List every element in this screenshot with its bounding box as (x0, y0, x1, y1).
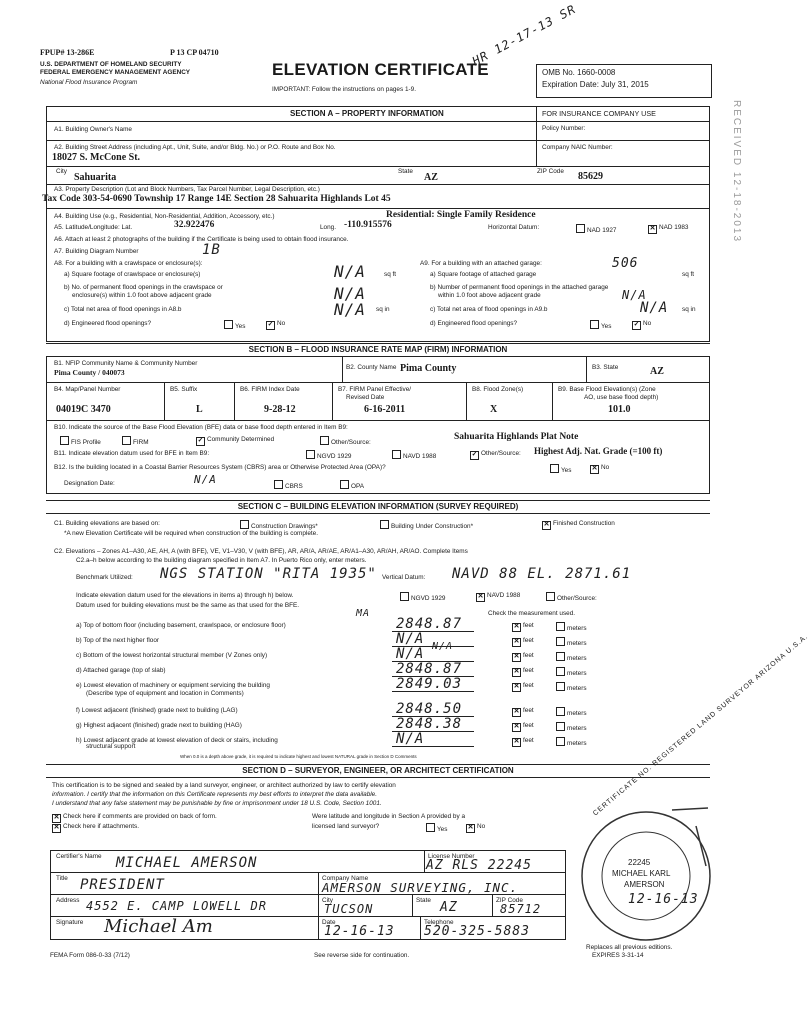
street-address: 18027 S. McCone St. (52, 152, 141, 163)
datum-note: Datum used for building elevations must be the same as that used for the BFE. (76, 602, 300, 609)
b12-label: B12. Is the building located in a Coastal Barrier Resources System (CBRS) area or Otherwise Protected Area (OPA)? (54, 464, 386, 471)
b12-no[interactable]: ✕ No (591, 464, 610, 472)
b9-label-2: AO, use base flood depth) (584, 394, 659, 401)
a9b-value: N/A (622, 288, 647, 302)
city-d-value: TUCSON (324, 902, 374, 916)
row-f-feet[interactable]: ✕ feet (513, 707, 534, 715)
state-value: AZ (424, 172, 438, 183)
row-h-desc: structural support (86, 743, 136, 750)
state-d-value: AZ (440, 900, 458, 915)
a8c-value: N/A (334, 300, 366, 319)
row-f-value: 2848.50 (396, 701, 463, 717)
b11-opt-other[interactable]: ✓ Other/Source: (471, 450, 521, 458)
row-h-value: N/A (396, 731, 425, 747)
checkbox-row-b-feet-checked[interactable]: ✕ (513, 638, 520, 645)
form-title: ELEVATION CERTIFICATE (272, 60, 489, 79)
checkbox-row-c-meters[interactable] (556, 652, 565, 661)
a9d-no[interactable]: ✓ No (633, 320, 652, 328)
building-use: Residential: Single Family Residence (386, 210, 536, 220)
checkbox-under-construction[interactable] (380, 520, 389, 529)
a8b-value: N/A (334, 284, 366, 303)
signature: Michael Am (104, 916, 213, 937)
row-d-feet[interactable]: ✕ feet (513, 667, 534, 675)
seal-name-2: AMERSON (624, 880, 665, 889)
a9a-value: 506 (612, 256, 639, 271)
a8a-label: a) Square footage of crawlspace or enclosure(s) (64, 271, 201, 278)
b10-opt-community[interactable]: ✓ Community Determined (197, 436, 275, 444)
checkbox-b11-other-checked[interactable]: ✓ (471, 451, 478, 458)
row-f-label: f) Lowest adjacent (finished) grade next to building (LAG) (76, 707, 238, 714)
zip-label: ZIP Code (537, 168, 564, 175)
city-d-label: City (322, 897, 334, 904)
row-d-label: d) Attached garage (top of slab) (76, 667, 166, 674)
opa-option[interactable]: OPA (340, 480, 364, 490)
c1-opt-finished[interactable]: ✕ Finished Construction (543, 520, 615, 528)
b1-value: Pima County / 040073 (54, 368, 125, 377)
c2-text-2: C2.a–h below according to the building diagram specified in Item A7. In Puerto Rico only, enter meters. (76, 557, 367, 564)
a8b-label-2: enclosure(s) within 1.0 foot above adjacent grade (72, 292, 212, 299)
fpup-number: FPUP# 13-286E (40, 48, 95, 57)
checkbox-comments-checked[interactable]: ✕ (53, 814, 60, 821)
a4-label: A4. Building Use (e.g., Residential, Non-Residential, Addition, Accessory, etc.) (54, 213, 275, 220)
a9c-unit: sq in (682, 306, 696, 313)
checkbox-c-ngvd1929[interactable] (400, 592, 409, 601)
b10-opt-other[interactable]: Other/Source: (320, 436, 371, 446)
section-d-title: SECTION D – SURVEYOR, ENGINEER, OR ARCHITECT CERTIFICATION (46, 764, 710, 778)
row-h-label: h) Lowest adjacent grade at lowest elevation of deck or stairs, including (76, 737, 278, 744)
checkbox-firm[interactable] (122, 436, 131, 445)
a9c-label: c) Total net area of flood openings in A9.b (430, 306, 548, 313)
nad1983-option[interactable] (648, 224, 689, 234)
city-label: City (56, 168, 68, 175)
c1-opt-drawings[interactable]: Construction Drawings* (240, 520, 318, 530)
a8b-label-1: b) No. of permanent flood openings in the crawlspace or (64, 284, 223, 291)
a8c-unit: sq in (376, 306, 390, 313)
replaces-note: Replaces all previous editions. (586, 944, 673, 951)
phone-value: 520-325-5883 (424, 924, 530, 939)
b9-value: 101.0 (608, 404, 631, 415)
b10-opt-fis[interactable]: FIS Profile (60, 436, 101, 446)
received-stamp: RECEIVED 12-18-2013 (731, 100, 742, 244)
b7-label-2: Revised Date (346, 394, 385, 401)
checkbox-row-e-feet-checked[interactable]: ✕ (513, 683, 520, 690)
nad1927-label: NAD 1927 (587, 227, 617, 234)
a2-label: A2. Building Street Address (including Apt., Unit, Suite, and/or Bldg. No.) or P.O. Route and Box No. (54, 144, 336, 151)
checkbox-row-a-feet-checked[interactable]: ✕ (513, 623, 520, 630)
row-h-underline (392, 746, 474, 747)
b3-label: B3. State (592, 364, 619, 371)
cert-text-3: I understand that any false statement may be punishable by fine or imprisonment under 18 U.S. Code, Section 1001. (52, 800, 382, 807)
row-d-meters[interactable]: meters (556, 667, 587, 677)
seal-ring-text: CERTIFICATE NO. REGISTERED LAND SURVEYOR ARIZONA U.S.A. (592, 633, 810, 818)
checkbox-b11-ngvd1929[interactable] (306, 450, 315, 459)
signature-label: Signature (56, 919, 84, 926)
row-e-label: e) Lowest elevation of machinery or equipment servicing the building (76, 682, 270, 689)
longitude: -110.915576 (344, 220, 392, 230)
address-value: 4552 E. CAMP LOWELL DR (86, 899, 267, 913)
c1-label: C1. Building elevations are based on: (54, 520, 160, 527)
latitude: 32.922476 (174, 220, 215, 230)
checkbox-row-f-meters[interactable] (556, 707, 565, 716)
important-note: IMPORTANT: Follow the instructions on pages 1-9. (272, 86, 416, 93)
a8c-label: c) Total net area of flood openings in A8.b (64, 306, 182, 313)
checkbox-c-other[interactable] (546, 592, 555, 601)
c1-note: *A new Elevation Certificate will be required when construction of the building is complete. (64, 530, 318, 537)
attachments-check[interactable]: ✕ Check here if attachments. (53, 823, 140, 831)
checkbox-row-c-feet-checked[interactable]: ✕ (513, 653, 520, 660)
row-d-value: 2848.87 (396, 661, 463, 677)
row-g-label: g) Highest adjacent (finished) grade next to building (HAG) (76, 722, 242, 729)
b6-value: 9-28-12 (264, 404, 296, 415)
agency-line-2: FEDERAL EMERGENCY MANAGEMENT AGENCY (40, 69, 191, 76)
b12-yes[interactable]: Yes (550, 464, 571, 474)
certifier-name-label: Certifier's Name (56, 853, 102, 860)
row-e-meters[interactable]: meters (556, 682, 587, 692)
checkbox-b12-no-checked[interactable]: ✕ (591, 465, 598, 472)
a6-label: A6. Attach at least 2 photographs of the building if the Certificate is being used to obtain flood insurance. (54, 236, 349, 243)
checkbox-c-navd1988-checked[interactable]: ✕ (477, 593, 484, 600)
row-a-meters[interactable]: meters (556, 622, 587, 632)
checkbox-row-e-meters[interactable] (556, 682, 565, 691)
b7-label-1: B7. FIRM Panel Effective/ (338, 386, 412, 393)
agency-line-3: National Flood Insurance Program (40, 79, 138, 86)
c-datum-other[interactable]: Other/Source: (546, 592, 597, 602)
checkbox-row-d-feet-checked[interactable]: ✕ (513, 668, 520, 675)
row-c-label: c) Bottom of the lowest horizontal structural member (V Zones only) (76, 652, 268, 659)
seal-date: 12-16-13 (628, 892, 699, 907)
benchmark-label: Benchmark Utilized: (76, 574, 133, 581)
vertical-datum-label: Vertical Datum: (382, 574, 426, 581)
agency-line-1: U.S. DEPARTMENT OF HOMELAND SECURITY (40, 61, 182, 68)
row-a-label: a) Top of bottom floor (including basement, crawlspace, or enclosure floor) (76, 622, 286, 629)
date-label: Date (322, 919, 336, 926)
row-b-meters[interactable]: meters (556, 637, 587, 647)
a8a-unit: sq ft (384, 271, 397, 278)
checkbox-attachments-checked[interactable]: ✕ (53, 824, 60, 831)
datum-instruction: Indicate elevation datum used for the elevations in items a) through h) below. (76, 592, 294, 599)
address-label: Address (56, 897, 80, 904)
row-e-desc: (Describe type of equipment and location in Comments) (86, 690, 244, 697)
b10-source: Sahuarita Highlands Plat Note (454, 432, 579, 442)
b11-opt-ngvd[interactable]: NGVD 1929 (306, 450, 351, 460)
c-handnote: N/A (432, 641, 454, 652)
a9b-label-2: within 1.0 foot above adjacent grade (438, 292, 541, 299)
phone-label: Telephone (424, 919, 454, 926)
license-label: License Number (428, 853, 475, 860)
vertical-datum-value: NAVD 88 EL. 2871.61 (452, 566, 632, 582)
seal-name-1: MICHAEL KARL (612, 869, 671, 878)
a8a-value: N/A (334, 262, 366, 281)
policy-number-label: Policy Number: (542, 125, 586, 132)
row-g-value: 2848.38 (396, 716, 463, 732)
row-b-value: N/A (396, 631, 425, 647)
a7-label: A7. Building Diagram Number (54, 248, 139, 255)
checkbox-b12-yes[interactable] (550, 464, 559, 473)
latlong-yes[interactable]: Yes (426, 823, 447, 833)
horizontal-datum-label: Horizontal Datum: (488, 224, 540, 231)
c-footnote: When 0.0 is a depth above grade, it is required to indicate highest and lowest NATURAL grade in Section D Comments (180, 754, 417, 759)
checkbox-row-b-meters[interactable] (556, 637, 565, 646)
section-c-title: SECTION C – BUILDING ELEVATION INFORMATION (SURVEY REQUIRED) (46, 500, 710, 514)
a9d-yes[interactable]: Yes (590, 320, 611, 330)
checkbox-cbrs[interactable] (274, 480, 283, 489)
checkbox-row-f-feet-checked[interactable]: ✕ (513, 708, 520, 715)
b11-source: Highest Adj. Nat. Grade (=100 ft) (534, 446, 663, 456)
comments-check[interactable]: ✕ Check here if comments are provided on back of form. (53, 813, 217, 821)
continuation-note: See reverse side for continuation. (314, 952, 410, 959)
b6-label: B6. FIRM Index Date (240, 386, 300, 393)
section-b-title: SECTION B – FLOOD INSURANCE RATE MAP (FIRM) INFORMATION (46, 343, 710, 357)
benchmark-value: NGS STATION "RITA 1935" (160, 566, 377, 582)
b8-value: X (490, 404, 498, 415)
plat-number: P 13 CP 04710 (170, 48, 219, 57)
checkbox-community-checked[interactable]: ✓ (197, 437, 204, 444)
row-e-value: 2849.03 (396, 676, 463, 692)
checkbox-a9d-no-checked[interactable]: ✓ (633, 321, 640, 328)
checkbox-a8d-no-checked[interactable]: ✓ (267, 321, 274, 328)
a9a-unit: sq ft (682, 271, 695, 278)
checkbox-row-g-feet-checked[interactable]: ✕ (513, 723, 520, 730)
cert-text-2: information. I certify that the information on this Certificate represents my best efforts to interpret the data available. (52, 791, 378, 798)
certifier-name: MICHAEL AMERSON (116, 855, 258, 871)
company-name: AMERSON SURVEYING, INC. (322, 880, 519, 895)
b7-value: 6-16-2011 (364, 404, 406, 415)
row-g-feet[interactable]: ✕ feet (513, 722, 534, 730)
checkbox-b11-navd1988[interactable] (392, 450, 401, 459)
a1-label: A1. Building Owner's Name (54, 126, 132, 133)
b4-value: 04019C 3470 (56, 404, 111, 415)
b2-value: Pima County (400, 363, 457, 374)
a5-label: A5. Latitude/Longitude: Lat. (54, 224, 133, 231)
checkbox-b10-other[interactable] (320, 436, 329, 445)
b10-opt-firm[interactable]: FIRM (122, 436, 149, 446)
row-e-feet[interactable]: ✕ feet (513, 682, 534, 690)
b1-label: B1. NFIP Community Name & Community Number (54, 360, 198, 367)
row-e-underline (392, 691, 474, 692)
row-f-meters[interactable]: meters (556, 707, 587, 717)
b5-label: B5. Suffix (170, 386, 198, 393)
checkbox-nad1927[interactable] (576, 224, 585, 233)
latlong-no[interactable]: ✕ No (467, 823, 486, 831)
checkbox-latlong-no-checked[interactable]: ✕ (467, 824, 474, 831)
checkbox-construction-drawings[interactable] (240, 520, 249, 529)
diagram-number: 1B (202, 242, 221, 258)
state-label: State (398, 168, 413, 175)
c-datum-navd[interactable]: ✕ NAVD 1988 (477, 592, 521, 600)
designation-label: Designation Date: (64, 480, 115, 487)
checkbox-row-h-meters[interactable] (556, 737, 565, 746)
checkbox-row-a-meters[interactable] (556, 622, 565, 631)
checkbox-row-h-feet-checked[interactable]: ✕ (513, 738, 520, 745)
insurance-use-title: FOR INSURANCE COMPANY USE (542, 109, 656, 118)
latlong-question-1: Were latitude and longitude in Section A provided by a (312, 813, 466, 820)
handwritten-note: HR 12-17-13 SR (470, 1, 579, 69)
row-c-value: N/A (396, 646, 425, 662)
cert-text-1: This certification is to be signed and sealed by a land surveyor, engineer, or architect authorized by law to certify elevation (52, 782, 396, 789)
a9d-label: d) Engineered flood openings? (430, 320, 518, 327)
b10-label: B10. Indicate the source of the Base Flood Elevation (BFE) data or base flood depth entered in Item B9: (54, 424, 348, 431)
nad1983-label: NAD 1983 (659, 224, 689, 231)
c2-text-1: C2. Elevations – Zones A1–A30, AE, AH, A (with BFE), VE, V1–V30, V (with BFE), AR, AR/A, AR/AE, AR/A1–A30, AR/AH, AR/AO. Complete Items (54, 548, 468, 555)
checkbox-row-g-meters[interactable] (556, 722, 565, 731)
c-datum-ngvd[interactable]: NGVD 1929 (400, 592, 445, 602)
b3-value: AZ (650, 366, 664, 377)
checkbox-a9d-yes[interactable] (590, 320, 599, 329)
row-b-feet[interactable]: ✕ feet (513, 637, 534, 645)
checkbox-opa[interactable] (340, 480, 349, 489)
nad1927-option[interactable] (576, 224, 617, 234)
property-description: Tax Code 303-54-0690 Township 17 Range 14E Section 28 Sahuarita Highlands Lot 45 (42, 194, 391, 204)
title-value: PRESIDENT (80, 877, 165, 893)
row-a-value: 2848.87 (396, 616, 463, 632)
b8-label: B8. Flood Zone(s) (472, 386, 524, 393)
expiration-date: Expiration Date: July 31, 2015 (542, 80, 649, 89)
a9a-label: a) Square footage of attached garage (430, 271, 537, 278)
date-value: 12-16-13 (324, 924, 395, 939)
seal-number: 22245 (628, 858, 651, 867)
state-d-label: State (416, 897, 431, 904)
a9c-value: N/A (640, 300, 669, 316)
b11-opt-navd[interactable]: NAVD 1988 (392, 450, 436, 460)
row-b-label: b) Top of the next higher floor (76, 637, 160, 644)
b4-label: B4. Map/Panel Number (54, 386, 121, 393)
ma-initials: MA (356, 608, 371, 619)
row-c-feet[interactable]: ✕ feet (513, 652, 534, 660)
b9-label-1: B9. Base Flood Elevation(s) (Zone (558, 386, 656, 393)
a8d-label: d) Engineered flood openings? (64, 320, 152, 327)
b2-label: B2. County Name (346, 364, 397, 371)
a9b-label-1: b) Number of permanent flood openings in the attached garage (430, 284, 609, 291)
a8-label: A8. For a building with a crawlspace or enclosure(s): (54, 260, 203, 267)
license-number: AZ RLS 22245 (426, 858, 532, 873)
a8d-no[interactable]: ✓ No (267, 320, 286, 328)
checkbox-latlong-yes[interactable] (426, 823, 435, 832)
title-label: Title (56, 875, 68, 882)
checkbox-row-d-meters[interactable] (556, 667, 565, 676)
c1-opt-under[interactable]: Building Under Construction* (380, 520, 473, 530)
row-h-meters[interactable]: meters (556, 737, 587, 747)
cbrs-option[interactable]: CBRS (274, 480, 303, 490)
omb-number: OMB No. 1660-0008 (542, 68, 616, 77)
row-h-feet[interactable]: ✕ feet (513, 737, 534, 745)
form-number: FEMA Form 086-0-33 (7/12) (50, 952, 130, 959)
row-c-meters[interactable]: meters (556, 652, 587, 662)
a9-label: A9. For a building with an attached garage: (420, 260, 542, 267)
a8d-yes[interactable]: Yes (224, 320, 245, 330)
section-a-title: SECTION A – PROPERTY INFORMATION (290, 109, 444, 118)
a3-label: A3. Property Description (Lot and Block Numbers, Tax Parcel Number, Legal Description, etc.) (54, 186, 320, 193)
row-g-meters[interactable]: meters (556, 722, 587, 732)
city-value: Sahuarita (74, 172, 117, 183)
naic-label: Company NAIC Number: (542, 144, 613, 151)
checkbox-fis-profile[interactable] (60, 436, 69, 445)
long-label: Long. (320, 224, 336, 231)
zip-d-label: ZIP Code (496, 897, 523, 904)
checkbox-finished-construction-checked[interactable]: ✕ (543, 521, 550, 528)
zip-value: 85629 (578, 171, 603, 182)
checkbox-nad1983-checked[interactable]: ✕ (649, 225, 656, 232)
zip-d-value: 85712 (500, 902, 542, 916)
seal-expiration: EXPIRES 3-31-14 (592, 952, 644, 959)
designation-value: N/A (194, 473, 217, 486)
row-a-feet[interactable]: ✕ feet (513, 622, 534, 630)
latlong-question-2: licensed land surveyor? (312, 823, 380, 830)
b5-value: L (196, 404, 203, 415)
check-unit-label: Check the measurement used. (488, 610, 576, 617)
checkbox-a8d-yes[interactable] (224, 320, 233, 329)
b11-label: B11. Indicate elevation datum used for BFE in Item B9: (54, 450, 210, 457)
company-label: Company Name (322, 875, 369, 882)
